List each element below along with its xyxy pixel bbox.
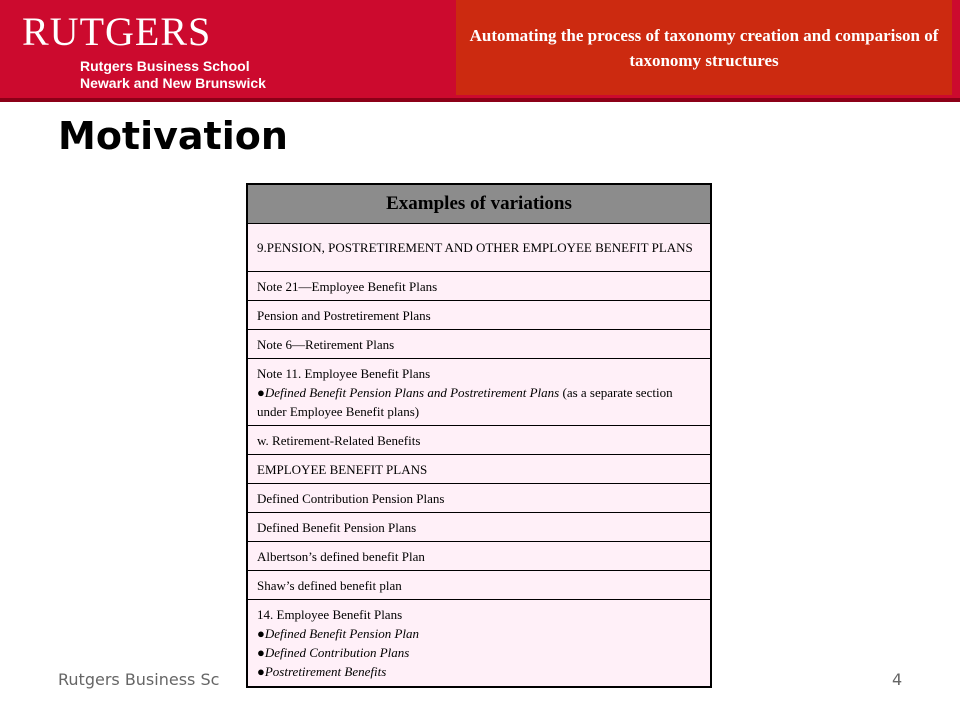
table-row — [248, 542, 710, 571]
row-text: Note 21—Employee Benefit Plans — [257, 278, 438, 294]
table-row — [248, 600, 710, 686]
header-stripe — [0, 98, 960, 102]
page-number: 4 — [892, 670, 903, 689]
table-header: Examples of variations — [248, 185, 710, 224]
bullet-icon: ● — [257, 645, 265, 660]
logo-line-2: Newark and New Brunswick — [80, 75, 266, 91]
rutgers-logo — [22, 9, 266, 91]
row-text: 9.PENSION, POSTRETIREMENT AND OTHER EMPLOYEE BENEFIT PLANS — [257, 240, 693, 255]
row-subtext — [257, 383, 701, 421]
row-text: w. Retirement-Related Benefits — [257, 432, 421, 448]
row-text: Defined Benefit Pension Plans — [257, 519, 417, 535]
table-row — [248, 571, 710, 600]
row-text: Note 6—Retirement Plans — [257, 336, 395, 352]
table-row — [248, 301, 710, 330]
logo-subtitle — [80, 58, 266, 92]
row-text: Albertson’s defined benefit Plan — [257, 548, 425, 564]
row-text: EMPLOYEE BENEFIT PLANS — [257, 461, 428, 477]
row-bullet — [257, 643, 701, 662]
row-bullet-text: Defined Contribution Plans — [264, 645, 410, 660]
table-row — [248, 426, 710, 455]
row-bullet — [257, 662, 701, 681]
row-text: 14. Employee Benefit Plans — [257, 607, 403, 622]
headline-text: Automating the process of taxonomy creation and comparison of taxonomy structures — [469, 25, 939, 70]
headline-box — [456, 0, 952, 95]
row-subtext-italic: Defined Benefit Pension Plans and Postretirement Plans — [264, 384, 560, 400]
row-bullet-text: Defined Benefit Pension Plan — [264, 626, 420, 641]
logo-wordmark: RUTGERS — [22, 9, 212, 54]
footer-text: Rutgers Business Sc — [58, 670, 220, 689]
variations-table — [246, 183, 712, 688]
table-row — [248, 224, 710, 272]
row-text: Defined Contribution Pension Plans — [257, 490, 445, 506]
header-band — [0, 0, 960, 102]
row-text: Shaw’s defined benefit plan — [257, 577, 402, 593]
table-row — [248, 330, 710, 359]
table-row — [248, 359, 710, 426]
row-text: Note 11. Employee Benefit Plans — [257, 365, 431, 381]
page-title: Motivation — [58, 114, 288, 158]
table-row — [248, 455, 710, 484]
bullet-icon: ● — [257, 384, 265, 400]
bullet-icon: ● — [257, 664, 265, 679]
row-bullet-text: Postretirement Benefits — [264, 664, 387, 679]
table-row — [248, 513, 710, 542]
row-text: Pension and Postretirement Plans — [257, 307, 431, 323]
logo-line-1: Rutgers Business School — [80, 58, 250, 74]
row-subtext-plain: (as a separate section under Employee Benefit plans) — [257, 384, 673, 419]
bullet-icon: ● — [257, 626, 265, 641]
row-bullet — [257, 624, 701, 643]
table-row — [248, 272, 710, 301]
table-row — [248, 484, 710, 513]
